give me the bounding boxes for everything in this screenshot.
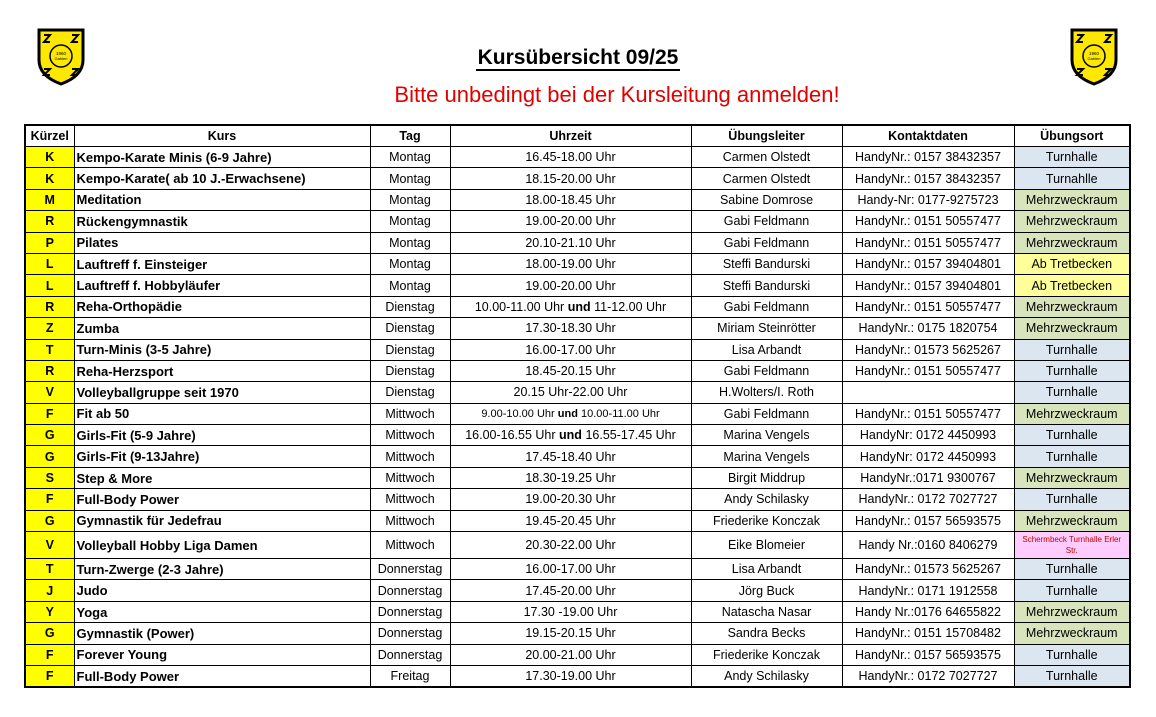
location-cell: Turnhalle <box>1014 339 1130 360</box>
table-header-row <box>25 125 1130 147</box>
kuerzel-cell: V <box>25 382 74 403</box>
contact-cell: Handy Nr.:0176 64655822 <box>842 601 1014 622</box>
day-cell: Donnerstag <box>370 580 450 601</box>
course-name-cell: Judo <box>74 580 370 601</box>
location-cell: Schermbeck Turnhalle Erler Str. <box>1014 532 1130 559</box>
day-cell: Mittwoch <box>370 489 450 510</box>
contact-cell: HandyNr.: 01573 5625267 <box>842 339 1014 360</box>
course-name-cell: Kempo-Karate Minis (6-9 Jahre) <box>74 147 370 168</box>
contact-cell: HandyNr.: 0157 38432357 <box>842 168 1014 189</box>
location-cell: Mehrzweckraum <box>1014 318 1130 339</box>
trainer-cell: H.Wolters/I. Roth <box>691 382 842 403</box>
course-name-cell: Full-Body Power <box>74 665 370 687</box>
trainer-cell: Gabi Feldmann <box>691 211 842 232</box>
location-cell: Turnhalle <box>1014 489 1130 510</box>
trainer-cell: Jörg Buck <box>691 580 842 601</box>
course-name-cell: Girls-Fit (5-9 Jahre) <box>74 425 370 446</box>
trainer-cell: Andy Schilasky <box>691 665 842 687</box>
time-slot-1: 16.00-16.55 Uhr <box>465 428 556 443</box>
day-cell: Donnerstag <box>370 601 450 622</box>
course-name-cell: Meditation <box>74 189 370 210</box>
contact-cell: HandyNr.:0171 9300767 <box>842 467 1014 488</box>
location-cell: Mehrzweckraum <box>1014 510 1130 531</box>
table-row <box>25 665 1130 687</box>
contact-cell: HandyNr.: 0172 7027727 <box>842 665 1014 687</box>
location-cell: Turnhalle <box>1014 644 1130 665</box>
kuerzel-cell: R <box>25 360 74 381</box>
time-cell <box>450 425 691 446</box>
trainer-cell: Friederike Konczak <box>691 644 842 665</box>
trainer-cell: Steffi Bandurski <box>691 275 842 296</box>
table-row <box>25 446 1130 467</box>
contact-cell: HandyNr.: 0157 56593575 <box>842 510 1014 531</box>
trainer-cell: Miriam Steinrötter <box>691 318 842 339</box>
kuerzel-cell: G <box>25 425 74 446</box>
kuerzel-cell: J <box>25 580 74 601</box>
kuerzel-cell: L <box>25 275 74 296</box>
location-cell: Turnhalle <box>1014 665 1130 687</box>
kuerzel-cell: F <box>25 665 74 687</box>
table-row <box>25 644 1130 665</box>
table-row <box>25 318 1130 339</box>
contact-cell: Handy Nr.:0160 8406279 <box>842 532 1014 559</box>
location-cell: Turnhalle <box>1014 425 1130 446</box>
kuerzel-cell: G <box>25 446 74 467</box>
time-slot-1: 10.00-11.00 Uhr <box>474 299 565 314</box>
kuerzel-cell: G <box>25 623 74 644</box>
time-cell: 18.45-20.15 Uhr <box>450 360 691 381</box>
kuerzel-cell: V <box>25 532 74 559</box>
kuerzel-cell: K <box>25 168 74 189</box>
kuerzel-cell: R <box>25 211 74 232</box>
day-cell: Dienstag <box>370 339 450 360</box>
time-cell: 19.00-20.00 Uhr <box>450 275 691 296</box>
trainer-cell: Lisa Arbandt <box>691 559 842 580</box>
day-cell: Montag <box>370 232 450 253</box>
kuerzel-cell: F <box>25 644 74 665</box>
kuerzel-cell: T <box>25 339 74 360</box>
time-slot-1: 9.00-10.00 Uhr <box>481 407 555 420</box>
time-cell <box>450 403 691 424</box>
column-header: Kürzel <box>25 125 74 147</box>
time-slot-2: 10.00-11.00 Uhr <box>581 407 660 420</box>
svg-text:1960: 1960 <box>1088 51 1100 56</box>
time-cell: 20.00-21.00 Uhr <box>450 644 691 665</box>
table-row <box>25 489 1130 510</box>
kuerzel-cell: P <box>25 232 74 253</box>
time-cell: 18.00-18.45 Uhr <box>450 189 691 210</box>
time-cell: 17.45-20.00 Uhr <box>450 580 691 601</box>
course-table <box>24 124 1131 688</box>
kuerzel-cell: F <box>25 489 74 510</box>
kuerzel-cell: K <box>25 147 74 168</box>
contact-cell: HandyNr.: 01573 5625267 <box>842 559 1014 580</box>
course-name-cell: Reha-Orthopädie <box>74 296 370 317</box>
location-cell: Ab Tretbecken <box>1014 253 1130 274</box>
contact-cell: Handy-Nr: 0177-9275723 <box>842 189 1014 210</box>
location-cell: Mehrzweckraum <box>1014 189 1130 210</box>
time-cell: 19.15-20.15 Uhr <box>450 623 691 644</box>
course-name-cell: Girls-Fit (9-13Jahre) <box>74 446 370 467</box>
trainer-cell: Birgit Middrup <box>691 467 842 488</box>
contact-cell: HandyNr: 0172 4450993 <box>842 446 1014 467</box>
course-name-cell: Volleyballgruppe seit 1970 <box>74 382 370 403</box>
course-name-cell: Step & More <box>74 467 370 488</box>
trainer-cell: Sabine Domrose <box>691 189 842 210</box>
location-cell: Mehrzweckraum <box>1014 296 1130 317</box>
time-cell: 20.15 Uhr-22.00 Uhr <box>450 382 691 403</box>
course-name-cell: Lauftreff f. Hobbyläufer <box>74 275 370 296</box>
day-cell: Montag <box>370 253 450 274</box>
kuerzel-cell: Y <box>25 601 74 622</box>
trainer-cell: Sandra Becks <box>691 623 842 644</box>
table-row <box>25 601 1130 622</box>
location-cell: Turnhalle <box>1014 360 1130 381</box>
time-cell: 17.45-18.40 Uhr <box>450 446 691 467</box>
table-row <box>25 296 1130 317</box>
location-cell: Turnhalle <box>1014 446 1130 467</box>
day-cell: Mittwoch <box>370 467 450 488</box>
table-row <box>25 532 1130 559</box>
time-cell: 19.00-20.30 Uhr <box>450 489 691 510</box>
course-name-cell: Gymnastik (Power) <box>74 623 370 644</box>
course-name-cell: Lauftreff f. Einsteiger <box>74 253 370 274</box>
location-cell: Turnahlle <box>1014 168 1130 189</box>
contact-cell: HandyNr.: 0157 39404801 <box>842 253 1014 274</box>
table-row <box>25 168 1130 189</box>
time-cell: 18.30-19.25 Uhr <box>450 467 691 488</box>
trainer-cell: Carmen Olstedt <box>691 147 842 168</box>
location-cell: Mehrzweckraum <box>1014 211 1130 232</box>
table-row <box>25 253 1130 274</box>
course-name-cell: Full-Body Power <box>74 489 370 510</box>
day-cell: Montag <box>370 189 450 210</box>
table-row <box>25 559 1130 580</box>
trainer-cell: Marina Vengels <box>691 446 842 467</box>
time-cell: 17.30-18.30 Uhr <box>450 318 691 339</box>
day-cell: Mittwoch <box>370 425 450 446</box>
kuerzel-cell: M <box>25 189 74 210</box>
day-cell: Dienstag <box>370 382 450 403</box>
contact-cell: HandyNr.: 0157 56593575 <box>842 644 1014 665</box>
trainer-cell: Friederike Konczak <box>691 510 842 531</box>
contact-cell <box>842 382 1014 403</box>
time-cell: 16.45-18.00 Uhr <box>450 147 691 168</box>
course-name-cell: Yoga <box>74 601 370 622</box>
table-row <box>25 623 1130 644</box>
trainer-cell: Marina Vengels <box>691 425 842 446</box>
contact-cell: HandyNr.: 0157 38432357 <box>842 147 1014 168</box>
location-cell: Mehrzweckraum <box>1014 601 1130 622</box>
time-slot-2: 16.55-17.45 Uhr <box>585 428 676 443</box>
kuerzel-cell: L <box>25 253 74 274</box>
trainer-cell: Natascha Nasar <box>691 601 842 622</box>
contact-cell: HandyNr.: 0151 50557477 <box>842 211 1014 232</box>
time-cell: 16.00-17.00 Uhr <box>450 559 691 580</box>
contact-cell: HandyNr.: 0151 15708482 <box>842 623 1014 644</box>
location-cell: Turnhalle <box>1014 559 1130 580</box>
location-cell: Turnhalle <box>1014 382 1130 403</box>
course-name-cell: Forever Young <box>74 644 370 665</box>
kuerzel-cell: S <box>25 467 74 488</box>
day-cell: Mittwoch <box>370 532 450 559</box>
page-subtitle: Bitte unbedingt bei der Kursleitung anmelden! <box>394 82 840 107</box>
course-name-cell: Zumba <box>74 318 370 339</box>
trainer-cell: Eike Blomeier <box>691 532 842 559</box>
day-cell: Donnerstag <box>370 559 450 580</box>
trainer-cell: Lisa Arbandt <box>691 339 842 360</box>
trainer-cell: Gabi Feldmann <box>691 232 842 253</box>
trainer-cell: Andy Schilasky <box>691 489 842 510</box>
table-row <box>25 360 1130 381</box>
day-cell: Montag <box>370 168 450 189</box>
time-cell: 16.00-17.00 Uhr <box>450 339 691 360</box>
trainer-cell: Steffi Bandurski <box>691 253 842 274</box>
column-header: Übungsort <box>1014 125 1130 147</box>
kuerzel-cell: R <box>25 296 74 317</box>
time-cell: 18.00-19.00 Uhr <box>450 253 691 274</box>
course-name-cell: Turn-Zwerge (2-3 Jahre) <box>74 559 370 580</box>
page-title-text: Kursübersicht 09/25 <box>477 46 679 69</box>
time-cell: 19.45-20.45 Uhr <box>450 510 691 531</box>
time-and: und <box>567 299 591 314</box>
kuerzel-cell: F <box>25 403 74 424</box>
table-row <box>25 382 1130 403</box>
time-cell: 20.30-22.00 Uhr <box>450 532 691 559</box>
column-header: Tag <box>370 125 450 147</box>
course-name-cell: Pilates <box>74 232 370 253</box>
course-name-cell: Turn-Minis (3-5 Jahre) <box>74 339 370 360</box>
contact-cell: HandyNr.: 0151 50557477 <box>842 296 1014 317</box>
table-row <box>25 147 1130 168</box>
contact-cell: HandyNr.: 0175 1820754 <box>842 318 1014 339</box>
column-header: Uhrzeit <box>450 125 691 147</box>
contact-cell: HandyNr: 0172 4450993 <box>842 425 1014 446</box>
column-header: Kontaktdaten <box>842 125 1014 147</box>
contact-cell: HandyNr.: 0151 50557477 <box>842 232 1014 253</box>
kuerzel-cell: T <box>25 559 74 580</box>
trainer-cell: Gabi Feldmann <box>691 360 842 381</box>
day-cell: Dienstag <box>370 296 450 317</box>
time-cell: 17.30 -19.00 Uhr <box>450 601 691 622</box>
course-name-cell: Volleyball Hobby Liga Damen <box>74 532 370 559</box>
table-row <box>25 211 1130 232</box>
contact-cell: HandyNr.: 0157 39404801 <box>842 275 1014 296</box>
logo-text-left: 1960 <box>55 51 67 56</box>
location-cell: Turnhalle <box>1014 147 1130 168</box>
table-body <box>25 147 1130 688</box>
trainer-cell: Gabi Feldmann <box>691 296 842 317</box>
table-row <box>25 467 1130 488</box>
table-row <box>25 580 1130 601</box>
contact-cell: HandyNr.: 0171 1912558 <box>842 580 1014 601</box>
day-cell: Montag <box>370 211 450 232</box>
column-header: Übungsleiter <box>691 125 842 147</box>
course-name-cell: Fit ab 50 <box>74 403 370 424</box>
day-cell: Montag <box>370 275 450 296</box>
time-cell: 20.10-21.10 Uhr <box>450 232 691 253</box>
contact-cell: HandyNr.: 0151 50557477 <box>842 403 1014 424</box>
day-cell: Mittwoch <box>370 446 450 467</box>
day-cell: Montag <box>370 147 450 168</box>
day-cell: Donnerstag <box>370 623 450 644</box>
table-row <box>25 425 1130 446</box>
column-header: Kurs <box>74 125 370 147</box>
trainer-cell: Gabi Feldmann <box>691 403 842 424</box>
time-cell: 18.15-20.00 Uhr <box>450 168 691 189</box>
time-and: und <box>557 407 578 420</box>
kuerzel-cell: G <box>25 510 74 531</box>
location-cell: Mehrzweckraum <box>1014 403 1130 424</box>
day-cell: Donnerstag <box>370 644 450 665</box>
kuerzel-cell: Z <box>25 318 74 339</box>
day-cell: Mittwoch <box>370 403 450 424</box>
time-and: und <box>559 428 582 443</box>
course-name-cell: Reha-Herzsport <box>74 360 370 381</box>
time-cell: 17.30-19.00 Uhr <box>450 665 691 687</box>
time-cell: 19.00-20.00 Uhr <box>450 211 691 232</box>
course-name-cell: Gymnastik für Jedefrau <box>74 510 370 531</box>
course-name-cell: Kempo-Karate( ab 10 J.-Erwachsene) <box>74 168 370 189</box>
time-cell <box>450 296 691 317</box>
time-slot-2: 11-12.00 Uhr <box>594 299 667 314</box>
day-cell: Mittwoch <box>370 510 450 531</box>
course-name-cell: Rückengymnastik <box>74 211 370 232</box>
location-cell: Turnhalle <box>1014 580 1130 601</box>
day-cell: Freitag <box>370 665 450 687</box>
table-row <box>25 403 1130 424</box>
contact-cell: HandyNr.: 0172 7027727 <box>842 489 1014 510</box>
table-row <box>25 232 1130 253</box>
location-cell: Mehrzweckraum <box>1014 467 1130 488</box>
svg-text:Gahlen: Gahlen <box>54 56 68 61</box>
page-title <box>0 46 1156 70</box>
table-row <box>25 189 1130 210</box>
table-row <box>25 510 1130 531</box>
day-cell: Dienstag <box>370 318 450 339</box>
contact-cell: HandyNr.: 0151 50557477 <box>842 360 1014 381</box>
table-row <box>25 275 1130 296</box>
location-cell: Ab Tretbecken <box>1014 275 1130 296</box>
svg-text:Gahlen: Gahlen <box>1087 56 1101 61</box>
table-row <box>25 339 1130 360</box>
location-cell: Mehrzweckraum <box>1014 232 1130 253</box>
day-cell: Dienstag <box>370 360 450 381</box>
location-cell: Mehrzweckraum <box>1014 623 1130 644</box>
trainer-cell: Carmen Olstedt <box>691 168 842 189</box>
